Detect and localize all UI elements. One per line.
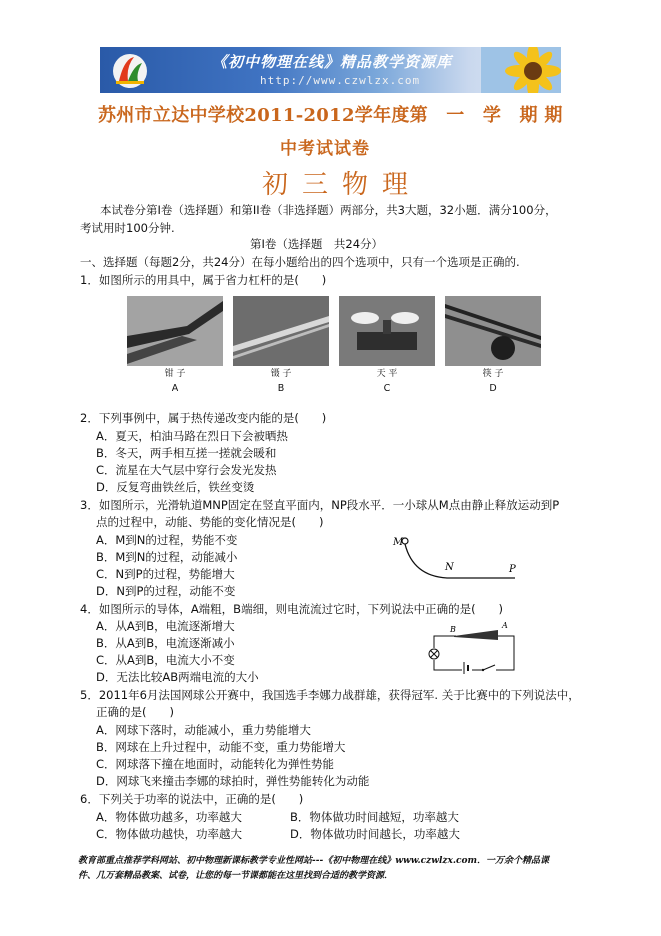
letter-b: B xyxy=(277,383,285,394)
q2-option-b: B．冬天，两手相互搓一搓就会暖和 xyxy=(96,446,277,460)
intro-line2: 考试用时100分钟. xyxy=(80,221,175,235)
q6-stem: 6．下列关于功率的说法中，正确的是( ) xyxy=(80,792,304,806)
q5-option-c: C．网球落下撞在地面时，动能转化为弹性势能 xyxy=(96,757,335,771)
q5-option-b: B．网球在上升过程中，动能不变，重力势能增大 xyxy=(96,740,346,754)
q4-option-d: D．无法比较AB两端电流的大小 xyxy=(96,670,259,684)
q2-stem: 2．下列事例中，属于热传递改变内能的是( ) xyxy=(80,411,327,425)
q2-option-c: C．流星在大气层中穿行会发光发热 xyxy=(96,463,277,477)
label-n: N xyxy=(445,562,454,573)
logo-icon xyxy=(110,51,150,89)
q1-stem: 1．如图所示的用具中，属于省力杠杆的是( ) xyxy=(80,273,327,287)
letter-c: C xyxy=(383,383,391,394)
caption-d: 筷 子 xyxy=(482,369,504,379)
tweezers-photo xyxy=(233,296,329,366)
footer-line2: 件、几万套精品教案、试卷，让您的每一节课都能在这里找到合适的教学资源． xyxy=(78,871,394,881)
letter-a: A xyxy=(171,383,179,394)
banner-title: 《初中物理在线》精品教学资源库 xyxy=(212,53,453,71)
part1-title: 第Ⅰ卷（选择题 共24分） xyxy=(250,237,384,251)
label-b: B xyxy=(450,625,456,634)
circuit-diagram xyxy=(426,618,518,674)
label-m: M xyxy=(393,537,404,548)
chopsticks-photo xyxy=(445,296,541,366)
track-diagram xyxy=(385,528,525,584)
caption-a: 钳 子 xyxy=(164,369,186,379)
q3-option-c: C．N到P的过程，势能增大 xyxy=(96,567,235,581)
exam-title-line2: 中考试试卷 xyxy=(280,139,370,159)
balance-photo xyxy=(339,296,435,366)
q6-option-a: A．物体做功越多，功率越大 xyxy=(96,810,242,824)
letter-d: D xyxy=(489,383,497,394)
intro-line1: 本试卷分第Ⅰ卷（选择题）和第II卷（非选择题）两部分，共3大题，32小题．满分100分， xyxy=(100,203,557,217)
footer-line1: 教育部重点推荐学科网站、初中物理新课标教学专业性网站---《初中物理在线》www.czwlzx.com．一万余个精品课 xyxy=(78,856,550,866)
site-banner xyxy=(100,47,561,93)
q4-stem: 4．如图所示的导体，A端粗，B端细，则电流流过它时，下列说法中正确的是( ) xyxy=(80,602,504,616)
q4-option-a: A．从A到B，电流逐渐增大 xyxy=(96,619,235,633)
q5-stem-line1: 5．2011年6月法国网球公开赛中，我国选手李娜力战群雄，获得冠军. 关于比赛中的下列说法中， xyxy=(80,688,580,702)
q5-stem-line2: 正确的是( ) xyxy=(96,705,174,719)
q3-stem-line2: 点的过程中，动能、势能的变化情况是( ) xyxy=(96,515,324,529)
q3-option-d: D．N到P的过程，动能不变 xyxy=(96,584,236,598)
q5-option-a: A．网球下落时，动能减小，重力势能增大 xyxy=(96,723,311,737)
banner-url[interactable]: http://www.czwlzx.com xyxy=(260,74,421,87)
q3-stem-line1: 3．如图所示，光滑轨道MNP固定在竖直平面内，NP段水平．一小球从M点由静止释放运动到P xyxy=(80,498,560,512)
caption-c: 天 平 xyxy=(376,369,398,379)
q6-option-c: C．物体做功越快，功率越大 xyxy=(96,827,243,841)
q6-option-b: B．物体做功时间越短，功率越大 xyxy=(290,810,459,824)
caption-b: 镊 子 xyxy=(270,369,292,379)
q4-option-b: B．从A到B，电流逐渐减小 xyxy=(96,636,235,650)
exam-title-line1: 苏州市立达中学校2011-2012学年度第 一 学 期 期 xyxy=(98,105,563,126)
sunflower-icon xyxy=(481,47,561,93)
q3-option-a: A．M到N的过程，势能不变 xyxy=(96,533,238,547)
subject-title: 初三物理 xyxy=(262,170,423,200)
q5-option-d: D．网球飞来撞击李娜的球拍时，弹性势能转化为动能 xyxy=(96,774,370,788)
q4-option-c: C．从A到B，电流大小不变 xyxy=(96,653,235,667)
q2-option-a: A．夏天，柏油马路在烈日下会被晒热 xyxy=(96,429,288,443)
q6-option-d: D．物体做功时间越长，功率越大 xyxy=(290,827,460,841)
label-p: P xyxy=(509,564,516,575)
q2-option-d: D．反复弯曲铁丝后，铁丝变烫 xyxy=(96,480,255,494)
q3-option-b: B．M到N的过程，动能减小 xyxy=(96,550,238,564)
pliers-photo xyxy=(127,296,223,366)
label-a: A xyxy=(502,621,508,630)
section1-heading: 一、选择题（每题2分，共24分）在每小题给出的四个选项中，只有一个选项是正确的. xyxy=(80,255,520,269)
